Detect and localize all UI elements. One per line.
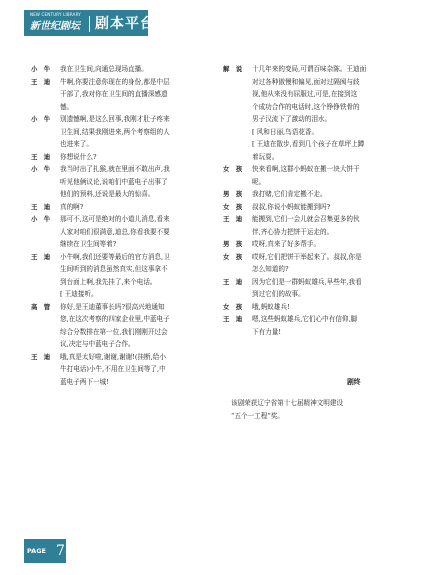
dialogue-text: 个成功合作的电话时,这个铮铮铁骨的 bbox=[252, 102, 360, 111]
dialogue-text: 叔叔,你说小蚂蚁能搬到吗? bbox=[252, 202, 331, 211]
speaker-name bbox=[223, 138, 252, 151]
dialogue-text: 生间听到的消息虽然真实,但这事拿不 bbox=[60, 265, 168, 273]
speaker-name bbox=[223, 263, 252, 276]
speaker-name: 男 孩 bbox=[223, 240, 243, 248]
speaker-name: 王 迪 bbox=[223, 315, 243, 323]
dialogue-text: 快来看啊,这群小蚂蚁在搬一块大饼干 bbox=[252, 165, 360, 173]
dialogue-line bbox=[223, 238, 397, 251]
dialogue-text: 对过各种傲慢和偏见,面对过隔阂与歧 bbox=[252, 77, 360, 86]
dialogue-line bbox=[31, 176, 205, 189]
speaker-name bbox=[223, 288, 252, 301]
speaker-name bbox=[223, 151, 252, 164]
dialogue-text: 哎呀,真来了好多帮手。 bbox=[252, 240, 321, 248]
speaker-name bbox=[31, 263, 60, 276]
dialogue-text: 怎么知道的? bbox=[252, 265, 289, 273]
dialogue-text: 议,决定与中蓝电子合作。 bbox=[60, 340, 135, 348]
speaker-name: 女 孩 bbox=[223, 165, 243, 173]
speaker-name bbox=[223, 226, 252, 239]
dialogue-line bbox=[31, 276, 205, 289]
dialogue-line bbox=[31, 188, 205, 201]
dialogue-line bbox=[31, 376, 205, 389]
speaker-name bbox=[31, 276, 60, 289]
dialogue-line bbox=[31, 113, 205, 126]
dialogue-line bbox=[223, 226, 397, 239]
dialogue-text: 你好,是王迪董事长吗?很高兴地通知 bbox=[60, 302, 165, 311]
dialogue-line bbox=[31, 226, 205, 239]
dialogue-line bbox=[223, 113, 397, 126]
speaker-name bbox=[31, 363, 60, 376]
speaker-name: 小 牛 bbox=[31, 165, 51, 173]
dialogue-line bbox=[223, 126, 397, 139]
dialogue-text: 小牛啊,我们还要等最后的官方消息,卫 bbox=[60, 252, 170, 261]
dialogue-line bbox=[223, 176, 397, 189]
speaker-name: 王 迪 bbox=[31, 152, 51, 161]
dialogue-line bbox=[223, 101, 397, 114]
dialogue-text: 着玩耍。 bbox=[252, 152, 279, 161]
speaker-name bbox=[31, 376, 60, 389]
dialogue-line bbox=[31, 363, 205, 376]
dialogue-text: 您,在这次考察的四家企业里,中蓝电子 bbox=[60, 315, 170, 323]
dialogue-text: 十几年来的变局,可谓百味杂陈。王迪面 bbox=[252, 65, 367, 73]
dialogue-line bbox=[223, 188, 397, 201]
dialogue-text: [ 王迪接听。 bbox=[60, 290, 98, 298]
dialogue-text: [ 王迪在散步,看到几个孩子在草坪上蹲 bbox=[252, 140, 365, 148]
dialogue-text: 人家对咱们很满意,迪总,你看我要不要 bbox=[60, 227, 170, 236]
speaker-name: 王 迪 bbox=[31, 252, 51, 261]
dialogue-line bbox=[31, 126, 205, 139]
speaker-name: 小 牛 bbox=[31, 215, 51, 223]
dialogue-text: 听见他俩议论,说咱们中蓝电子出事了 bbox=[60, 177, 168, 186]
dialogue-text: 男子汉流下了激动的泪水。 bbox=[252, 115, 332, 123]
dialogue-text: 卫生间,结果我刚进来,两个考察组的人 bbox=[60, 127, 170, 136]
dialogue-text: 我打赌,它们肯定搬不走。 bbox=[252, 190, 327, 198]
dialogue-text: 呢。 bbox=[252, 177, 266, 186]
magazine-logo: 新世纪剧坛 bbox=[30, 21, 80, 32]
dialogue-text: 牛啊,你要注意你现在的身份,都是中层 bbox=[60, 77, 170, 86]
dialogue-line bbox=[31, 138, 205, 151]
dialogue-text: 到过它们的故事。 bbox=[252, 290, 305, 298]
dialogue-line bbox=[31, 263, 205, 276]
speaker-name: 解 说 bbox=[223, 65, 243, 73]
dialogue-text: 别遗憾啊,是这么回事,我刚才肚子疼来 bbox=[60, 115, 170, 123]
dialogue-line bbox=[31, 213, 205, 226]
dialogue-text: 因为它们是一群蚂蚁雄兵,早些年,我看 bbox=[252, 277, 362, 286]
dialogue-text: 下有力量! bbox=[252, 327, 282, 336]
speaker-name bbox=[223, 113, 252, 126]
dialogue-line bbox=[31, 88, 205, 101]
dialogue-line bbox=[223, 301, 397, 314]
speaker-name bbox=[31, 238, 60, 251]
dialogue-text: 真的啊? bbox=[60, 202, 84, 211]
script-column-left bbox=[31, 63, 205, 388]
dialogue-text: 也进来了。 bbox=[60, 140, 93, 148]
dialogue-line bbox=[31, 313, 205, 326]
dialogue-text: 他们的预料,还说是最大的惊喜。 bbox=[60, 190, 155, 198]
speaker-name: 王 迪 bbox=[31, 202, 51, 211]
dialogue-text: 那可不,这可是绝对的小道儿消息,看来 bbox=[60, 215, 170, 223]
speaker-name: 小 牛 bbox=[31, 65, 51, 73]
dialogue-line bbox=[223, 201, 397, 214]
page-number: 78 bbox=[56, 543, 74, 559]
dialogue-line bbox=[223, 151, 397, 164]
speaker-name: 高 管 bbox=[31, 302, 51, 311]
speaker-name bbox=[31, 226, 60, 239]
dialogue-line bbox=[31, 163, 205, 176]
dialogue-text: 干部了,我对你在卫生间的直播深感遗 bbox=[60, 90, 168, 98]
speaker-name bbox=[31, 188, 60, 201]
dialogue-text: 综合分数排在第一位,我们刚刚开过会 bbox=[60, 327, 168, 336]
dialogue-text: 能搬到,它们一会儿就会召集更多的伙 bbox=[252, 215, 360, 223]
dialogue-text: 视,他从来没有屈服过,可是,在接到这 bbox=[252, 90, 358, 98]
dialogue-text: 到台面上啊,我先挂了,来个电话。 bbox=[60, 277, 157, 286]
dialogue-line bbox=[31, 338, 205, 351]
award-note-line: “五个一工程”奖。 bbox=[231, 411, 284, 420]
award-note-line: 该剧荣获辽宁省第十七届精神文明建设 bbox=[231, 399, 344, 407]
dialogue-line bbox=[31, 76, 205, 89]
dialogue-line bbox=[223, 213, 397, 226]
page-label: PAGE bbox=[27, 547, 46, 555]
page-header bbox=[0, 0, 427, 44]
award-note bbox=[231, 397, 401, 422]
speaker-name: 王 迪 bbox=[31, 352, 51, 361]
dialogue-text: 牛打电话)小牛,不用在卫生间等了,中 bbox=[60, 365, 166, 373]
dialogue-line bbox=[31, 201, 205, 214]
speaker-name bbox=[31, 338, 60, 351]
dialogue-text: 你想说什么? bbox=[60, 152, 97, 161]
end-mark: 剧终 bbox=[347, 378, 361, 386]
dialogue-line bbox=[223, 163, 397, 176]
dialogue-line bbox=[31, 101, 205, 114]
speaker-name bbox=[223, 326, 252, 339]
speaker-name bbox=[223, 126, 252, 139]
speaker-name: 女 孩 bbox=[223, 202, 243, 211]
dialogue-line bbox=[31, 63, 205, 76]
speaker-name bbox=[31, 313, 60, 326]
speaker-name: 女 孩 bbox=[223, 252, 243, 261]
magazine-logo-english: NEW CENTURY LIBRARY bbox=[30, 12, 81, 17]
dialogue-text: 伴,齐心协力把饼干运走的。 bbox=[252, 227, 334, 236]
dialogue-line bbox=[31, 238, 205, 251]
dialogue-text: 蓝电子两下一城! bbox=[60, 377, 109, 386]
dialogue-text: [ 风和日丽,鸟语花香。 bbox=[252, 127, 319, 136]
speaker-name bbox=[31, 88, 60, 101]
dialogue-line bbox=[223, 263, 397, 276]
speaker-name bbox=[31, 176, 60, 189]
dialogue-line bbox=[31, 288, 205, 301]
dialogue-line bbox=[223, 288, 397, 301]
dialogue-text: 我在卫生间,向通总现场直播。 bbox=[60, 65, 148, 73]
dialogue-text: 哦,蚂蚁雄兵! bbox=[252, 302, 290, 311]
speaker-name bbox=[31, 126, 60, 139]
dialogue-line bbox=[223, 251, 397, 264]
dialogue-line bbox=[223, 326, 397, 339]
speaker-name: 小 牛 bbox=[31, 115, 51, 123]
dialogue-line bbox=[223, 63, 397, 76]
speaker-name: 男 孩 bbox=[223, 190, 243, 198]
speaker-name: 女 孩 bbox=[223, 302, 243, 311]
dialogue-line bbox=[31, 301, 205, 314]
speaker-name bbox=[31, 101, 60, 114]
speaker-name bbox=[223, 101, 252, 114]
speaker-name bbox=[223, 88, 252, 101]
dialogue-line bbox=[223, 88, 397, 101]
dialogue-line bbox=[223, 138, 397, 151]
speaker-name: 王 迪 bbox=[223, 215, 243, 223]
dialogue-line bbox=[31, 151, 205, 164]
speaker-name bbox=[31, 326, 60, 339]
header-divider bbox=[89, 16, 90, 32]
speaker-name bbox=[223, 76, 252, 89]
speaker-name bbox=[31, 288, 60, 301]
speaker-name bbox=[223, 176, 252, 189]
dialogue-line bbox=[31, 251, 205, 264]
speaker-name: 王 迪 bbox=[223, 277, 243, 286]
speaker-name: 王 迪 bbox=[31, 77, 51, 86]
dialogue-text: 我当时出了扎猴,就在里面不敢出声,我 bbox=[60, 165, 170, 173]
dialogue-line bbox=[223, 276, 397, 289]
dialogue-text: 憾。 bbox=[60, 102, 74, 111]
section-title: 剧本平台 bbox=[95, 16, 155, 32]
dialogue-line bbox=[223, 313, 397, 326]
dialogue-text: 继续在卫生间等着? bbox=[60, 240, 117, 248]
dialogue-line bbox=[31, 326, 205, 339]
dialogue-line bbox=[223, 76, 397, 89]
dialogue-text: 嗯,这些蚂蚁雄兵,它们心中有信仰,脚 bbox=[252, 315, 358, 323]
dialogue-text: 哦,真是太好啦,谢谢,谢谢!(挂断,给小 bbox=[60, 352, 166, 361]
dialogue-text: 哎呀,它们把饼干举起来了。叔叔,你是 bbox=[252, 252, 362, 261]
dialogue-line bbox=[31, 351, 205, 364]
speaker-name bbox=[31, 138, 60, 151]
script-column-right bbox=[223, 63, 397, 338]
